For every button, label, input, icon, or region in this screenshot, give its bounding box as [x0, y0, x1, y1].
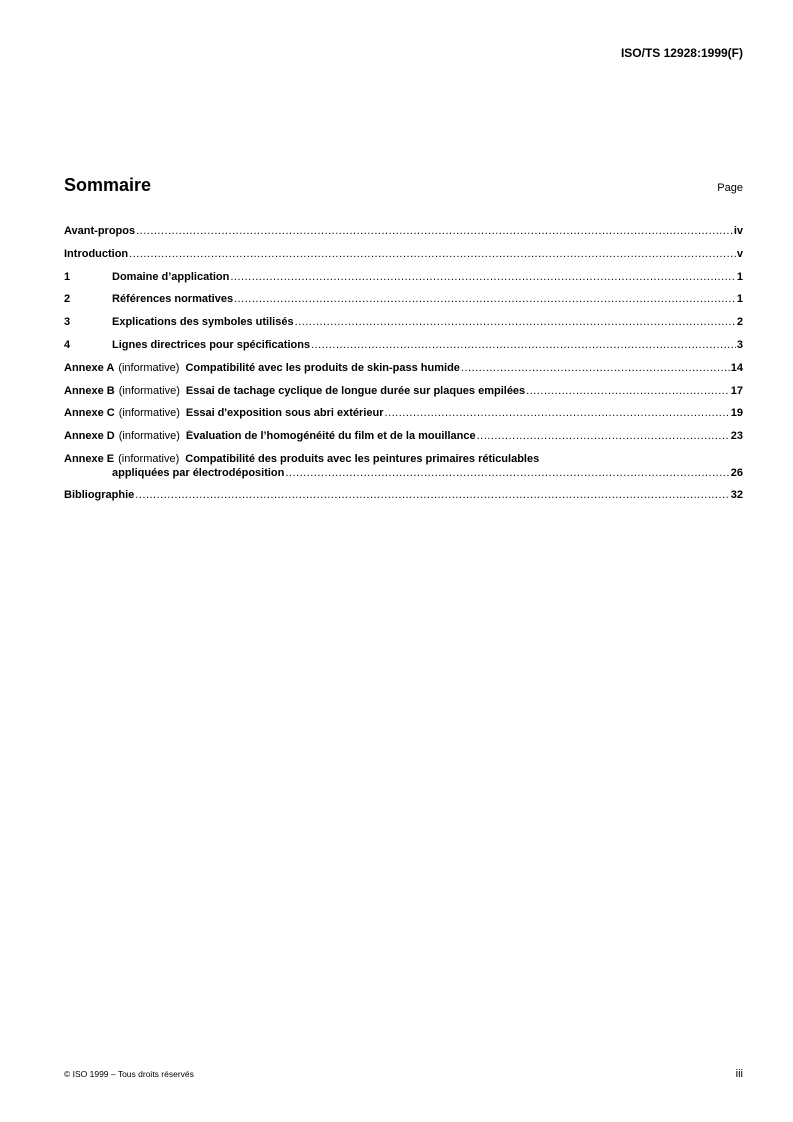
table-of-contents — [64, 225, 743, 512]
toc-entry-label: Évaluation de l’homogénéité du film et de la mouillance — [185, 430, 476, 443]
toc-entry-label: Références normatives — [112, 293, 234, 306]
toc-entry-section-4[interactable] — [64, 339, 743, 362]
toc-entry-number: 4 — [64, 338, 71, 351]
toc-entry-page: 2 — [736, 316, 743, 329]
toc-entry-label: Explications des symboles utilisés — [112, 316, 294, 329]
toc-entry-label: Compatibilité avec les produits de skin-pass humide — [185, 361, 460, 374]
dot-leader — [135, 489, 729, 501]
toc-title-row — [64, 175, 743, 196]
toc-entry-annex-c[interactable] — [64, 407, 743, 430]
toc-entry-page: 26 — [730, 466, 743, 479]
toc-entry-label: Essai d'exposition sous abri extérieur — [185, 407, 384, 420]
dot-leader — [477, 430, 730, 442]
dot-leader — [234, 293, 736, 305]
annex-heading: Annexe E — [64, 452, 115, 465]
annex-type: (informative) — [118, 361, 180, 374]
annex-e-line-2 — [64, 467, 743, 481]
toc-entry-page: 23 — [730, 430, 743, 443]
toc-entry-page: iv — [733, 225, 743, 237]
copyright-notice: © ISO 1999 – Tous droits réservés — [64, 1069, 194, 1079]
toc-entry-label: Avant-propos — [64, 225, 136, 237]
dot-leader — [129, 248, 736, 260]
dot-leader — [461, 362, 730, 374]
annex-type: (informative) — [118, 430, 180, 443]
toc-entry-annex-d[interactable] — [64, 430, 743, 453]
toc-entry-label: Lignes directrices pour spécifications — [112, 338, 311, 351]
annex-heading: Annexe C — [64, 407, 115, 420]
toc-entry-bibliography[interactable] — [64, 489, 743, 512]
dot-leader — [385, 407, 730, 419]
toc-entry-annex-a[interactable] — [64, 362, 743, 385]
toc-entry-page: 1 — [736, 293, 743, 306]
dot-leader — [136, 225, 733, 237]
annex-heading: Annexe A — [64, 361, 115, 374]
toc-entry-label: Essai de tachage cyclique de longue durée sur plaques empilées — [185, 384, 526, 397]
annex-e-line-1 — [64, 453, 743, 467]
dot-leader — [285, 467, 729, 479]
toc-title: Sommaire — [64, 175, 152, 195]
annex-heading: Annexe D — [64, 430, 115, 443]
toc-entry-section-2[interactable] — [64, 293, 743, 316]
toc-entry-annex-e[interactable] — [64, 453, 743, 481]
toc-entry-introduction[interactable] — [64, 248, 743, 271]
page-number: iii — [735, 1068, 743, 1080]
toc-entry-label: Domaine d’application — [112, 270, 230, 283]
toc-entry-foreword[interactable] — [64, 225, 743, 248]
toc-entry-number: 3 — [64, 316, 71, 329]
toc-entry-page: 19 — [730, 407, 743, 420]
toc-entry-section-1[interactable] — [64, 271, 743, 294]
toc-entry-page: 32 — [730, 488, 743, 501]
toc-entry-number: 1 — [64, 270, 71, 283]
dot-leader — [526, 385, 730, 397]
toc-entry-page: 14 — [730, 361, 743, 374]
toc-entry-number: 2 — [64, 293, 71, 306]
toc-entry-label: Bibliographie — [64, 488, 135, 501]
toc-entry-page: 1 — [736, 270, 743, 283]
toc-entry-page: 17 — [730, 384, 743, 397]
annex-type: (informative) — [118, 407, 180, 420]
toc-entry-label: Compatibilité des produits avec les peintures primaires réticulables — [185, 452, 540, 465]
dot-leader — [230, 271, 736, 283]
document-reference: ISO/TS 12928:1999(F) — [620, 46, 743, 60]
annex-type: (informative) — [118, 452, 180, 465]
toc-entry-label-continued: appliquées par électrodéposition — [112, 466, 285, 479]
toc-entry-label: Introduction — [64, 247, 129, 260]
dot-leader — [295, 316, 736, 328]
toc-entry-page: 3 — [736, 338, 743, 351]
toc-entry-section-3[interactable] — [64, 316, 743, 339]
toc-entry-annex-b[interactable] — [64, 385, 743, 408]
dot-leader — [311, 339, 736, 351]
page-column-label: Page — [717, 182, 743, 194]
toc-entry-page: v — [736, 247, 743, 260]
annex-heading: Annexe B — [64, 384, 115, 397]
annex-type: (informative) — [118, 384, 180, 397]
